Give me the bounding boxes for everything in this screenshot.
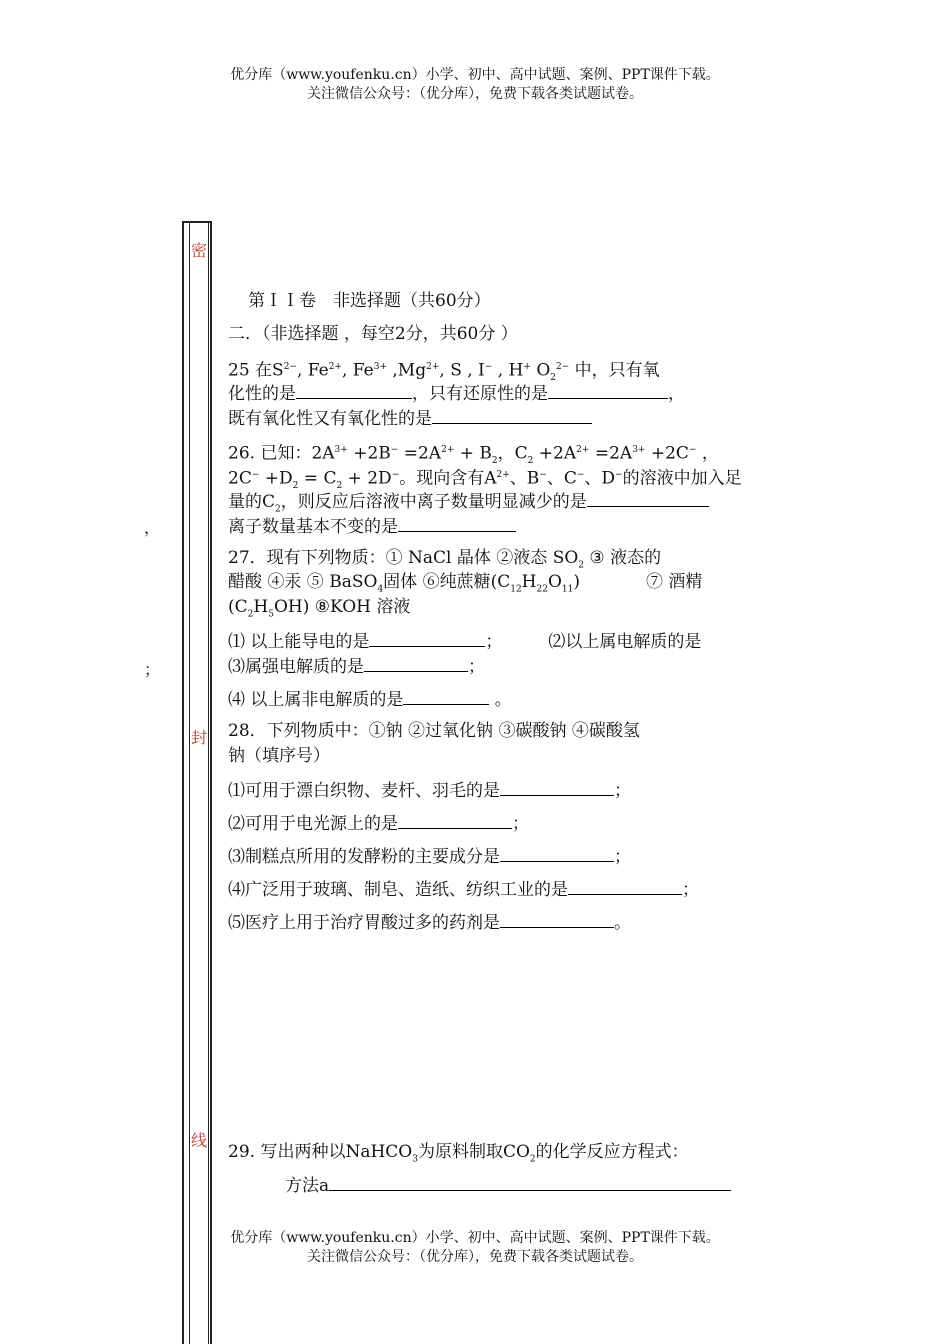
q26-line-4: 离子数量基本不变的是	[228, 513, 516, 539]
q25-line-2: 化性的是 ，只有还原性的是 ，	[228, 380, 685, 406]
q25-line-1: 25 在$S^{2-}$, $Fe^{2+}$, $Fe^{3+}$ $,Mg^{2+}$, S , I− , H+ $O_2^{2-}$ 中，只有氧	[228, 360, 660, 384]
q26-line-3: 量的$C_2$，则反应后溶液中离子数量明显减少的是	[228, 488, 709, 521]
q27-blank-conductive[interactable]	[369, 628, 485, 647]
q25-line-3: 既有氧化性又有氧化性的是	[228, 405, 592, 431]
q28-blank-5[interactable]	[500, 909, 614, 928]
q28-sub-3: ⑶制糕点所用的发酵粉的主要成分是 ；	[228, 843, 631, 869]
footer-line-1: 优分库（www.youfenku.cn）小学、初中、高中试题、案例、PPT课件下载。	[230, 1230, 720, 1246]
binding-border-inner	[189, 223, 209, 1344]
page-header	[0, 66, 950, 104]
q28-line-1: 28．下列物质中：①钠 ②过氧化钠 ③碳酸钠 ④碳酸氢	[228, 721, 640, 741]
q26-line-2: $2C^- +D_2 = C_2 + 2D^-$。现向含有$A^{2+}$、B−、C−、D−的溶液中加入足	[228, 468, 742, 492]
seal-char-mi: 密	[191, 241, 208, 260]
q27-blank-strong-electrolyte[interactable]	[364, 653, 468, 672]
section-title: 第ＩＩ卷 非选择题（共60分）	[248, 291, 491, 311]
side-mark-semicolon: ；	[144, 660, 161, 679]
footer-line-2: 关注微信公众号：（优分库），免费下载各类试题试卷。	[307, 1249, 643, 1265]
side-mark-comma: ，	[144, 518, 161, 537]
q28-blank-2[interactable]	[398, 810, 512, 829]
q26-blank-unchanged[interactable]	[398, 513, 516, 532]
q28-blank-1[interactable]	[500, 777, 614, 796]
q28-sub-2: ⑵可用于电光源上的是 ；	[228, 810, 529, 836]
q28-sub-1: ⑴可用于漂白织物、麦杆、羽毛的是 ；	[228, 777, 631, 803]
q27-blank-non-electrolyte[interactable]	[403, 686, 489, 705]
q27-part-4: ⑷ 以上属非电解质的是 。	[228, 686, 512, 712]
seal-char-xian: 线	[191, 1131, 208, 1150]
q29-method-a: 方法a	[285, 1172, 731, 1198]
q27-line-1: 27．现有下列物质：① NaCl 晶体 ②液态 $SO_2$ ③ 液态的	[228, 548, 662, 571]
q29-line-1: 29. 写出两种以NaHCO$_3$为原料制取$CO_2$的化学反应方程式：	[228, 1142, 689, 1165]
section-subtitle: 二．（非选择题 ，每空2分，共60分 ）	[228, 324, 518, 344]
q28-blank-3[interactable]	[500, 843, 614, 862]
header-line-2: 关注微信公众号：（优分库），免费下载各类试题试卷。	[307, 86, 643, 102]
q27-line-3: $(C_2H_5OH)$ ⑧KOH 溶液	[228, 597, 411, 620]
q27-line-2: 醋酸 ④汞 ⑤ BaSO$_4$固体 ⑥纯蔗糖$(C_{12}H_{22}O_{11})$ ⑦ 酒精	[228, 572, 703, 595]
binding-border	[182, 221, 212, 1344]
q26-blank-decreased[interactable]	[587, 488, 709, 507]
q28-sub-4: ⑷广泛用于玻璃、制皂、造纸、纺织工业的是 ；	[228, 876, 699, 902]
q25-blank-both[interactable]	[432, 405, 592, 424]
q25-blank-reducing[interactable]	[548, 380, 668, 399]
q29-blank-method-a[interactable]	[329, 1172, 731, 1191]
seal-char-feng: 封	[191, 728, 208, 747]
q27-part-3: ⑶属强电解质的是 ；	[228, 653, 485, 679]
q25-blank-oxidizing[interactable]	[296, 380, 412, 399]
q28-sub-5: ⑸医疗上用于治疗胃酸过多的药剂是 。	[228, 909, 631, 935]
q28-blank-4[interactable]	[568, 876, 682, 895]
q26-line-1: 26. 已知：$2A^{3+} +2B^- =2A^{2+} + B_2$，$C_2 +2A^{2+} =2A^{3+} +2C^-$ ，	[228, 443, 719, 467]
q28-line-2: 钠（填序号）	[228, 746, 330, 766]
header-line-1: 优分库（www.youfenku.cn）小学、初中、高中试题、案例、PPT课件下载。	[230, 67, 720, 83]
q27-part-1: ⑴ 以上能导电的是 ； ⑵以上属电解质的是	[228, 628, 701, 654]
page-footer	[0, 1229, 950, 1267]
